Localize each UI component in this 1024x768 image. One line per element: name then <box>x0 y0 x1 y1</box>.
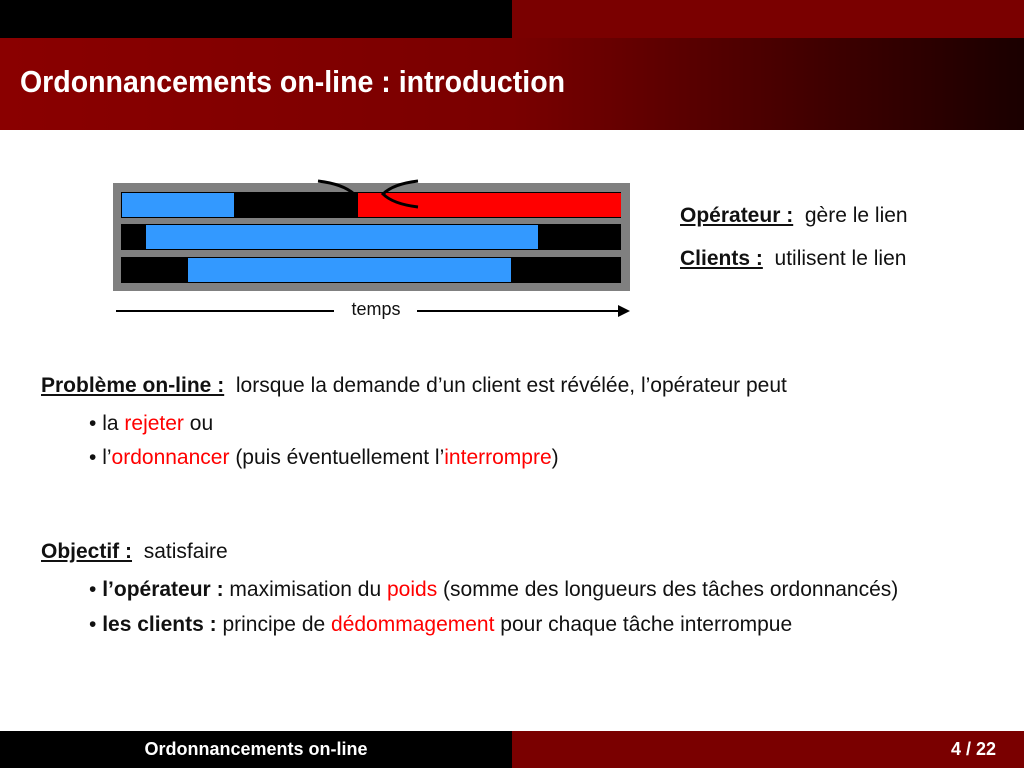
bullet: • <box>89 412 97 435</box>
objective-item-clients <box>89 613 792 637</box>
problem-item-mid: (puis éventuellement l’ <box>235 446 445 469</box>
time-arrow-icon <box>618 305 630 317</box>
footer-right <box>512 731 1024 768</box>
problem-item-pre: la <box>102 412 119 435</box>
top-strip <box>0 0 1024 38</box>
objective-text: satisfaire <box>143 540 228 563</box>
objective-item-bold: les clients : <box>102 613 217 636</box>
operator-text: gère le lien <box>804 204 908 227</box>
problem-heading <box>41 374 787 398</box>
bullet: • <box>89 446 97 469</box>
bullet: • <box>89 578 97 601</box>
problem-item-pre: l’ <box>102 446 112 469</box>
problem-item-reject <box>89 412 213 436</box>
problem-item-post: ou <box>189 412 214 435</box>
objective-item-highlight: dédommagement <box>331 613 495 636</box>
objective-item-highlight: poids <box>386 578 438 601</box>
footer-title: Ordonnancements on-line <box>144 739 368 759</box>
problem-text: lorsque la demande d’un client est révélée, l’opérateur peut <box>235 374 787 397</box>
clients-role <box>680 247 906 271</box>
objective-item-operator <box>89 578 898 602</box>
objective-item-bold: l’opérateur : <box>102 578 224 601</box>
bullet: • <box>89 613 97 636</box>
problem-item-post: ) <box>551 446 559 469</box>
time-axis <box>113 296 633 326</box>
operator-role <box>680 204 908 228</box>
objective-item-pre: principe de <box>222 613 326 636</box>
footer-bar <box>0 731 1024 768</box>
time-axis-label: temps <box>351 299 401 319</box>
objective-item-post: (somme des longueurs des tâches ordonnancés) <box>443 578 899 601</box>
interruption-bracket-right <box>383 181 418 207</box>
problem-item-highlight: ordonnancer <box>111 446 230 469</box>
page-number: 4 / 22 <box>950 739 996 759</box>
time-axis-line-left <box>116 310 334 312</box>
clients-text: utilisent le lien <box>774 247 907 270</box>
title-bar <box>0 38 1024 130</box>
time-axis-line-right <box>417 310 622 312</box>
objective-item-post: pour chaque tâche interrompue <box>500 613 793 636</box>
problem-label: Problème on-line : <box>41 374 225 397</box>
objective-heading <box>41 540 228 564</box>
objective-item-pre: maximisation du <box>229 578 382 601</box>
link-sharing-diagram <box>113 183 630 291</box>
clients-label: Clients : <box>680 247 763 270</box>
interruption-bracket-left <box>318 181 354 207</box>
problem-item-highlight-2: interrompre <box>444 446 552 469</box>
objective-label: Objectif : <box>41 540 133 563</box>
operator-label: Opérateur : <box>680 204 794 227</box>
problem-item-highlight: rejeter <box>124 412 184 435</box>
top-strip-right <box>512 0 1024 38</box>
problem-item-schedule <box>89 446 559 470</box>
interruption-marks <box>113 179 630 287</box>
slide-title: Ordonnancements on-line : introduction <box>20 64 566 99</box>
top-strip-left <box>0 0 512 38</box>
